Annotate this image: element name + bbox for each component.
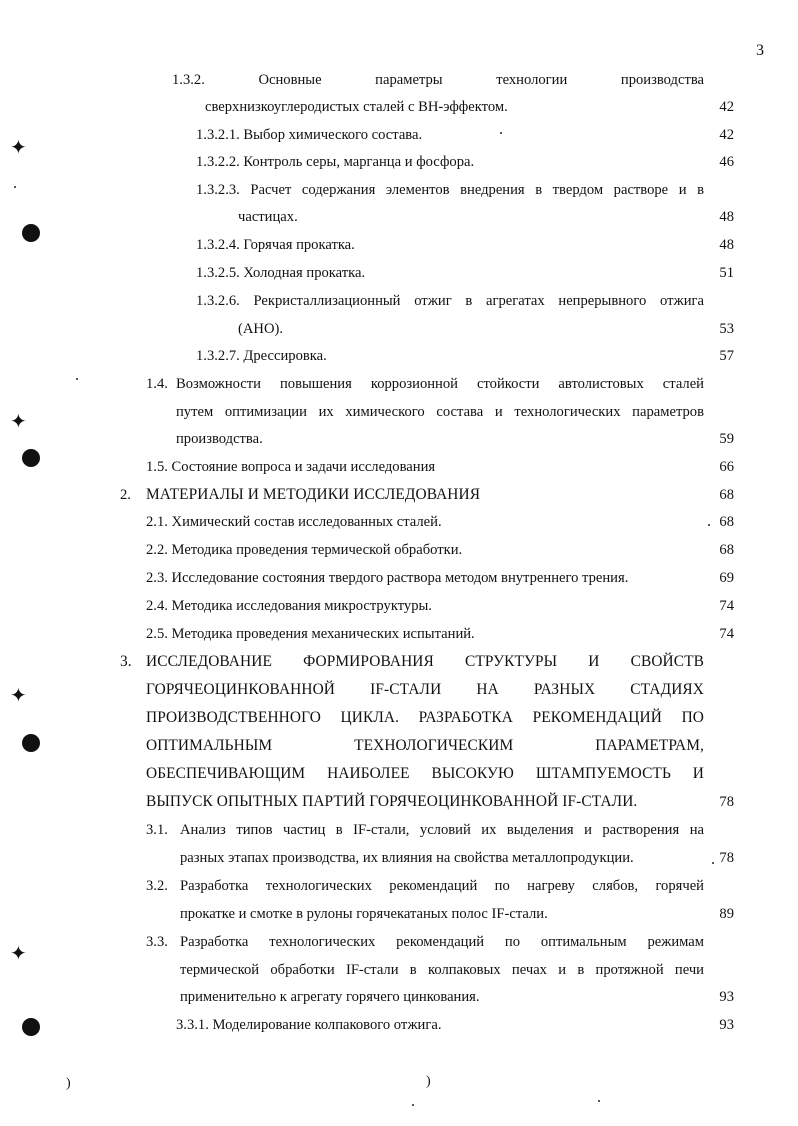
scan-speck — [412, 1104, 414, 1106]
toc-entry-text: (АНО). — [238, 321, 283, 337]
toc-entry-text: ВЫПУСК ОПЫТНЫХ ПАРТИЙ ГОРЯЧЕОЦИНКОВАННОЙ IF-СТАЛИ. — [146, 793, 638, 810]
toc-word: технологии — [496, 72, 568, 88]
toc-entry-number: 1.3.2. — [172, 72, 205, 88]
toc-page-number: 68 — [719, 542, 734, 558]
toc-page-number: 59 — [719, 431, 734, 447]
toc-entry-text: термической обработки IF-стали в колпаковых печах и в протяжной печи — [180, 962, 704, 978]
binder-hole — [22, 449, 40, 467]
scan-mark-icon: ) — [426, 1074, 431, 1089]
toc-entry-text: производства. — [176, 431, 263, 447]
toc-entry-text: 1.3.2.2. Контроль серы, марганца и фосфора. — [196, 154, 475, 170]
toc-page-number: 66 — [719, 459, 734, 475]
toc-entry-number: 3. — [120, 653, 132, 670]
toc-page-number: 93 — [719, 989, 734, 1005]
toc-entry-text: 2.1. Химический состав исследованных сталей. — [146, 514, 442, 530]
toc-entry-text: 1.3.2.7. Дрессировка. — [196, 348, 327, 364]
toc-entry-text: 1.3.2.5. Холодная прокатка. — [196, 265, 366, 281]
toc-entry-text: МАТЕРИАЛЫ И МЕТОДИКИ ИССЛЕДОВАНИЯ — [146, 486, 481, 503]
toc-entry-number: 3.3. — [146, 934, 168, 950]
toc-page-number: 68 — [719, 514, 734, 530]
toc-entry-text — [172, 70, 704, 90]
toc-word: параметры — [375, 72, 443, 88]
toc-entry-text: ОБЕСПЕЧИВАЮЩИМ НАИБОЛЕЕ ВЫСОКУЮ ШТАМПУЕМОСТЬ И — [146, 765, 704, 782]
toc-word: Основные — [258, 72, 322, 88]
toc-page-number: 68 — [719, 487, 734, 503]
toc-entry-text: 1.3.2.1. Выбор химического состава. — [196, 127, 423, 143]
binder-hole — [22, 1018, 40, 1036]
toc-entry-text: 1.3.2.4. Горячая прокатка. — [196, 237, 355, 253]
toc-entry-text: ИССЛЕДОВАНИЕ ФОРМИРОВАНИЯ СТРУКТУРЫ И СВОЙСТВ — [146, 653, 704, 670]
toc-entry-text: Анализ типов частиц в IF-стали, условий их выделения и растворения на — [180, 822, 704, 838]
toc-entry-number: 3.2. — [146, 878, 168, 894]
toc-entry-text: частицах. — [238, 209, 298, 225]
scan-mark-icon: ✦ — [10, 685, 27, 707]
toc-page-number: 78 — [719, 794, 734, 810]
toc-entry-text: путем оптимизации их химического состава и технологических параметров — [176, 404, 704, 420]
toc-page-number: 53 — [719, 321, 734, 337]
toc-page-number: 42 — [719, 127, 734, 143]
toc-entry-number: 3.1. — [146, 822, 168, 838]
toc-page-number: 42 — [719, 99, 734, 115]
toc-page-number: 57 — [719, 348, 734, 364]
toc-entry-number: 2. — [120, 487, 131, 503]
toc-entry-text: ПРОИЗВОДСТВЕННОГО ЦИКЛА. РАЗРАБОТКА РЕКОМЕНДАЦИЙ ПО — [146, 709, 704, 726]
toc-entry-text: 1.3.2.3. Расчет содержания элементов внедрения в твердом растворе и в — [196, 182, 704, 198]
binder-hole — [22, 224, 40, 242]
scan-speck — [500, 132, 502, 134]
page-number: 3 — [756, 42, 764, 59]
toc-entry-text: применительно к агрегату горячего цинкования. — [180, 989, 480, 1005]
binder-hole — [22, 734, 40, 752]
toc-page-number: 93 — [719, 1017, 734, 1033]
toc-page-number: 74 — [719, 626, 734, 642]
toc-entry-text: прокатке и смотке в рулоны горячекатаных полос IF-стали. — [180, 906, 548, 922]
toc-entry-text: 1.5. Состояние вопроса и задачи исследования — [146, 459, 436, 475]
toc-entry-text: 2.4. Методика исследования микроструктуры. — [146, 598, 432, 614]
scan-mark-icon: ✦ — [10, 411, 27, 433]
toc-page-number: 89 — [719, 906, 734, 922]
toc-entry-text: 1.3.2.6. Рекристаллизационный отжиг в агрегатах непрерывного отжига — [196, 293, 704, 309]
scan-mark-icon: ) — [66, 1076, 71, 1091]
toc-word: производства — [620, 72, 704, 88]
toc-entry-text: 3.3.1. Моделирование колпакового отжига. — [176, 1017, 442, 1033]
toc-entry-text: Разработка технологических рекомендаций по нагреву слябов, горячей — [180, 878, 704, 894]
toc-entry-text: ГОРЯЧЕОЦИНКОВАННОЙ IF-СТАЛИ НА РАЗНЫХ СТАДИЯХ — [146, 681, 704, 698]
toc-page-number: 46 — [719, 154, 734, 170]
toc-entry-text: 2.5. Методика проведения механических испытаний. — [146, 626, 475, 642]
toc-entry-number: 1.4. — [146, 376, 168, 392]
scan-speck — [76, 378, 78, 380]
scan-mark-icon: ✦ — [10, 943, 27, 965]
toc-page-number: 48 — [719, 237, 734, 253]
scan-speck — [598, 1100, 600, 1102]
toc-page-number: 48 — [719, 209, 734, 225]
toc-entry-text: Возможности повышения коррозионной стойкости автолистовых сталей — [176, 376, 704, 392]
toc-entry-text: 2.3. Исследование состояния твердого раствора методом внутреннего трения. — [146, 570, 629, 586]
toc-entry-text: Разработка технологических рекомендаций по оптимальным режимам — [180, 934, 704, 950]
toc-entry-text: 2.2. Методика проведения термической обработки. — [146, 542, 463, 558]
toc-page-number: 74 — [719, 598, 734, 614]
toc-page-number: 51 — [719, 265, 734, 281]
toc-entry-text: ОПТИМАЛЬНЫМ ТЕХНОЛОГИЧЕСКИМ ПАРАМЕТРАМ, — [146, 737, 704, 754]
toc-entry-text: разных этапах производства, их влияния на свойства металлопродукции. — [180, 850, 634, 866]
scan-speck — [14, 186, 16, 188]
scan-mark-icon: ✦ — [10, 137, 27, 159]
toc-page-number: 78 — [719, 850, 734, 866]
toc-page-number: 69 — [719, 570, 734, 586]
toc-entry-text: сверхнизкоуглеродистых сталей с ВН-эффектом. — [205, 99, 508, 115]
